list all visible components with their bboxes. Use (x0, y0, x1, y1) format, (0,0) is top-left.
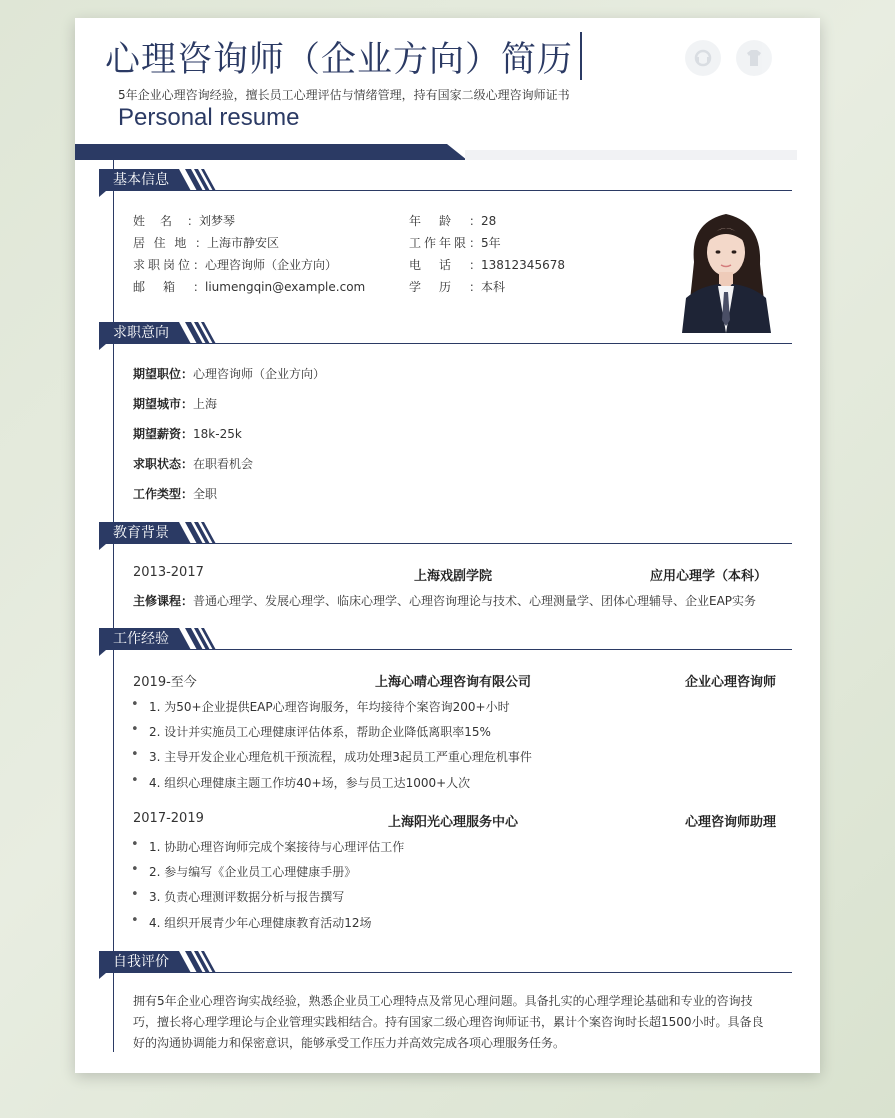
timeline-line (113, 160, 114, 1052)
section-education (99, 522, 767, 546)
shirt-icon[interactable] (736, 40, 772, 76)
info-degree: 学历：本科 (409, 280, 506, 294)
header-band (75, 144, 467, 160)
intent-salary: 期望薪资：18k-25k (133, 427, 242, 441)
section-title: 基本信息 (113, 172, 169, 188)
section-title: 教育背景 (113, 525, 169, 541)
section-line (189, 543, 792, 544)
list-item: • 4. 组织开展青少年心理健康教育活动12场 (133, 914, 372, 931)
work-row-2 (133, 811, 776, 830)
tab-tail (99, 191, 106, 197)
edu-major: 应用心理学（本科） (649, 569, 767, 584)
section-self-eval (99, 951, 767, 975)
section-line (189, 649, 792, 650)
header-band-light (465, 150, 797, 160)
work-period: 2017-2019 (133, 811, 204, 826)
title-divider (580, 32, 582, 80)
english-title: Personal resume (118, 104, 300, 131)
section-work (99, 628, 767, 652)
stripes-icon (185, 522, 225, 544)
list-item: • 2. 参与编写《企业员工心理健康手册》 (133, 863, 356, 880)
section-line (189, 972, 792, 973)
section-title: 自我评价 (113, 954, 169, 970)
work-role: 企业心理咨询师 (684, 675, 776, 690)
tab-tail (99, 544, 106, 550)
edu-row (133, 565, 773, 583)
list-item: • 3. 负责心理测评数据分析与报告撰写 (133, 888, 344, 905)
intent-status: 求职状态：在职看机会 (133, 457, 254, 471)
work-row-1 (133, 671, 776, 690)
work-role: 心理咨询师助理 (684, 815, 776, 830)
info-name: 姓名：刘梦琴 (133, 214, 236, 228)
intent-position: 期望职位：心理咨询师（企业方向） (133, 367, 326, 381)
list-item: • 1. 协助心理咨询师完成个案接待与心理评估工作 (133, 838, 404, 855)
edu-period: 2013-2017 (133, 565, 204, 580)
resume-page (75, 18, 820, 1073)
self-evaluation-text: 拥有5年企业心理咨询实战经验，熟悉企业员工心理特点及常见心理问题。具备扎实的心理学理论基础和专业的咨询技巧，擅长将心理学理论与企业管理实践相结合。持有国家二级心理咨询师证书，累计个案咨询时长超1500小时。具备良好的沟通协调能力和保密意识，能够承受工作压力并高效完成各项心理服务任务。 (133, 994, 764, 1050)
stripes-icon (185, 951, 225, 973)
headset-icon[interactable] (685, 40, 721, 76)
work-company: 上海阳光心理服务中心 (387, 815, 518, 830)
page-title: 心理咨询师（企业方向）简历 (105, 40, 574, 80)
edu-courses: 主修课程：普通心理学、发展心理学、临床心理学、心理咨询理论与技术、心理测量学、团体心理辅导、企业EAP实务 (133, 594, 757, 608)
edu-school: 上海戏剧学院 (413, 569, 492, 584)
intent-city: 期望城市：上海 (133, 397, 218, 411)
list-item: • 4. 组织心理健康主题工作坊40+场，参与员工达1000+人次 (133, 774, 470, 791)
info-phone: 电话：13812345678 (409, 258, 565, 272)
section-line (189, 343, 792, 344)
info-email: 邮箱：liumengqin@example.com (133, 280, 366, 294)
info-position: 求职岗位：心理咨询师（企业方向） (133, 258, 338, 272)
intent-type: 工作类型：全职 (133, 487, 218, 501)
info-age: 年龄：28 (409, 214, 497, 228)
tab-tail (99, 344, 106, 350)
stripes-icon (185, 628, 225, 650)
profile-photo (680, 202, 773, 333)
section-basic-info (99, 169, 767, 193)
section-intent (99, 322, 767, 346)
tab-tail (99, 650, 106, 656)
work-company: 上海心晴心理咨询有限公司 (374, 675, 531, 690)
stripes-icon (185, 169, 225, 191)
list-item: • 3. 主导开发企业心理危机干预流程，成功处理3起员工严重心理危机事件 (133, 748, 532, 765)
section-title: 求职意向 (113, 325, 169, 341)
list-item: • 2. 设计并实施员工心理健康评估体系，帮助企业降低离职率15% (133, 723, 491, 740)
header-subtitle: 5年企业心理咨询经验，擅长员工心理评估与情绪管理，持有国家二级心理咨询师证书 (118, 88, 570, 102)
info-years: 工作年限：5年 (409, 236, 501, 250)
tab-tail (99, 973, 106, 979)
section-line (189, 190, 792, 191)
stripes-icon (185, 322, 225, 344)
list-item: • 1. 为50+企业提供EAP心理咨询服务，年均接待个案咨询200+小时 (133, 698, 510, 715)
section-title: 工作经验 (113, 631, 169, 647)
work-period: 2019-至今 (133, 675, 197, 690)
info-address: 居住地：上海市静安区 (133, 236, 280, 250)
